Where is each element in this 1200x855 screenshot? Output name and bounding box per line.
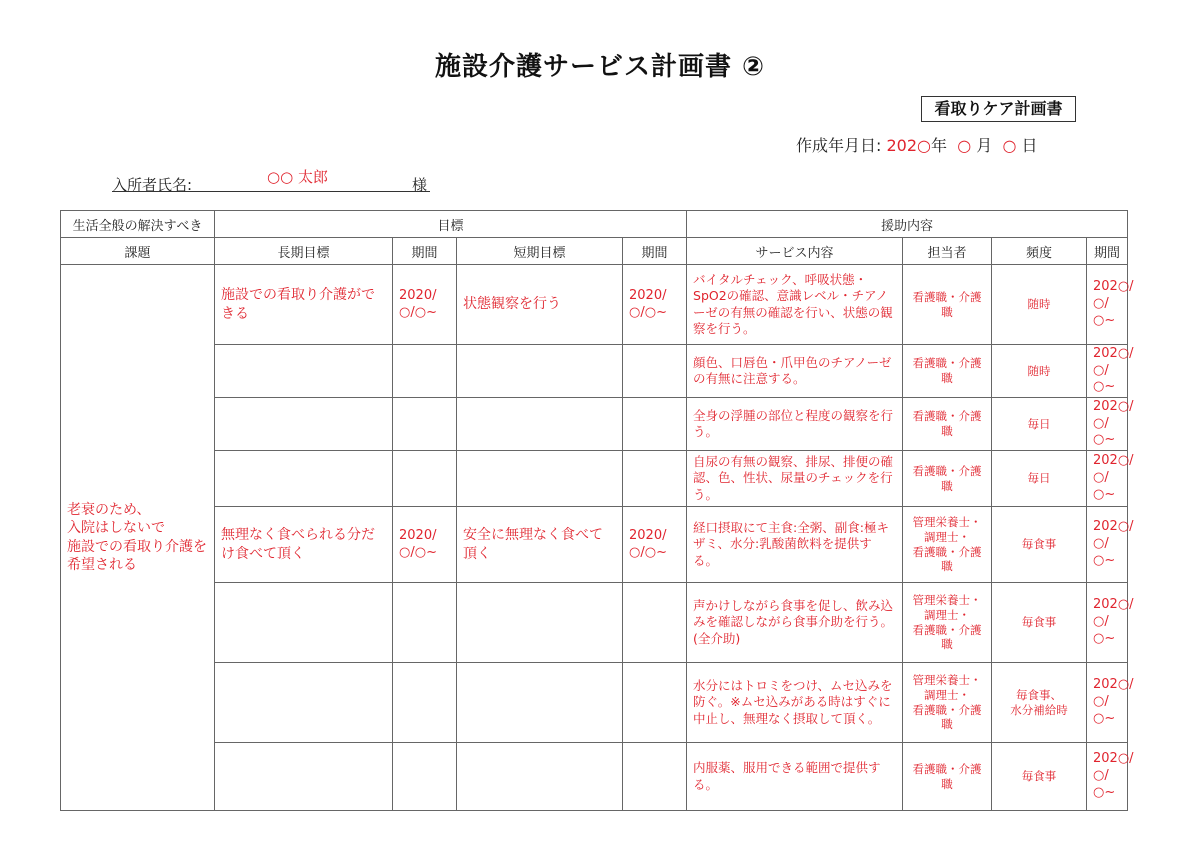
period-cell: 202○/ ○/○~	[1087, 451, 1128, 507]
table-row	[61, 507, 1128, 583]
frequency-cell: 毎日	[992, 398, 1087, 451]
long-period-cell	[393, 743, 457, 811]
short-goal-cell: 安全に無理なく食べて頂く	[457, 507, 623, 583]
service-cell: バイタルチェック、呼吸状態・SpO2の確認、意識レベル・チアノーゼの有無の確認を行い、状態の観察を行う。	[687, 265, 903, 345]
long-goal-cell	[215, 743, 393, 811]
resident-label: 入所者氏名:	[112, 176, 193, 194]
long-period-cell	[393, 398, 457, 451]
short-goal-cell: 状態観察を行う	[457, 265, 623, 345]
frequency-cell: 随時	[992, 345, 1087, 398]
period-cell: 202○/ ○/○~	[1087, 398, 1128, 451]
long-goal-cell	[215, 345, 393, 398]
short-period-cell	[623, 398, 687, 451]
header-frequency: 頻度	[992, 238, 1087, 265]
table-row	[61, 265, 1128, 345]
staff-cell: 看護職・介護職	[903, 451, 992, 507]
service-cell: 水分にはトロミをつけ、ムセ込みを防ぐ。※ムセ込みがある時はすぐに中止し、無理なく摂取して頂く。	[687, 663, 903, 743]
short-period-cell	[623, 345, 687, 398]
period-cell: 202○/ ○/○~	[1087, 583, 1128, 663]
short-goal-cell	[457, 583, 623, 663]
period-cell: 202○/ ○/○~	[1087, 743, 1128, 811]
header-goal: 目標	[215, 211, 687, 238]
long-period-cell: 2020/ ○/○~	[393, 507, 457, 583]
staff-cell: 看護職・介護職	[903, 743, 992, 811]
long-goal-cell: 無理なく食べられる分だけ食べて頂く	[215, 507, 393, 583]
period-cell: 202○/ ○/○~	[1087, 265, 1128, 345]
date-month-unit: 月	[976, 136, 993, 155]
date-year: 202○	[886, 136, 931, 155]
date-year-unit: 年	[931, 136, 948, 155]
long-goal-cell	[215, 398, 393, 451]
service-cell: 声かけしながら食事を促し、飲み込みを確認しながら食事介助を行う。(全介助)	[687, 583, 903, 663]
resident-name: ○○ 太郎	[267, 168, 328, 186]
table-row	[61, 398, 1128, 451]
header-issue: 生活全般の解決すべき	[61, 211, 215, 238]
issue-cell: 老衰のため、 入院はしないで 施設での看取り介護を希望される	[61, 265, 215, 811]
short-period-cell	[623, 663, 687, 743]
service-cell: 内服薬、服用できる範囲で提供する。	[687, 743, 903, 811]
short-period-cell	[623, 743, 687, 811]
short-goal-cell	[457, 451, 623, 507]
header-issue-2: 課題	[61, 238, 215, 265]
service-cell: 顔色、口唇色・爪甲色のチアノーゼの有無に注意する。	[687, 345, 903, 398]
short-period-cell: 2020/ ○/○~	[623, 265, 687, 345]
care-plan-table	[60, 210, 1134, 811]
staff-cell: 看護職・介護職	[903, 398, 992, 451]
long-goal-cell	[215, 451, 393, 507]
creation-date	[796, 133, 1038, 156]
service-cell: 全身の浮腫の部位と程度の観察を行う。	[687, 398, 903, 451]
frequency-cell: 毎食事、 水分補給時	[992, 663, 1087, 743]
period-cell: 202○/ ○/○~	[1087, 663, 1128, 743]
service-cell: 自尿の有無の観察、排尿、排便の確認、色、性状、尿量のチェックを行う。	[687, 451, 903, 507]
short-goal-cell	[457, 663, 623, 743]
header-staff: 担当者	[903, 238, 992, 265]
resident-honorific: 様	[412, 176, 428, 194]
table-row	[61, 451, 1128, 507]
frequency-cell: 毎食事	[992, 583, 1087, 663]
header-period: 期間	[1087, 238, 1128, 265]
short-period-cell	[623, 583, 687, 663]
header-short-period: 期間	[623, 238, 687, 265]
staff-cell: 看護職・介護職	[903, 265, 992, 345]
long-period-cell: 2020/ ○/○~	[393, 265, 457, 345]
service-cell: 経口摂取にて主食:全粥、副食:極キザミ、水分:乳酸菌飲料を提供する。	[687, 507, 903, 583]
period-cell: 202○/ ○/○~	[1087, 507, 1128, 583]
date-label: 作成年月日:	[796, 136, 882, 155]
long-goal-cell	[215, 663, 393, 743]
long-goal-cell	[215, 583, 393, 663]
frequency-cell: 毎日	[992, 451, 1087, 507]
short-period-cell	[623, 451, 687, 507]
header-short-goal: 短期目標	[457, 238, 623, 265]
staff-cell: 管理栄養士・ 調理士・ 看護職・介護職	[903, 663, 992, 743]
long-period-cell	[393, 345, 457, 398]
short-goal-cell	[457, 743, 623, 811]
period-cell: 202○/ ○/○~	[1087, 345, 1128, 398]
staff-cell: 看護職・介護職	[903, 345, 992, 398]
frequency-cell: 毎食事	[992, 507, 1087, 583]
header-row-1	[61, 211, 1128, 238]
frequency-cell: 随時	[992, 265, 1087, 345]
date-month: ○	[957, 136, 972, 155]
short-goal-cell	[457, 345, 623, 398]
header-long-period: 期間	[393, 238, 457, 265]
header-service: サービス内容	[687, 238, 903, 265]
resident-underline	[112, 191, 430, 192]
header-row-2	[61, 238, 1128, 265]
long-period-cell	[393, 663, 457, 743]
staff-cell: 管理栄養士・ 調理士・ 看護職・介護職	[903, 583, 992, 663]
table-row	[61, 743, 1128, 811]
table-row	[61, 663, 1128, 743]
short-period-cell: 2020/ ○/○~	[623, 507, 687, 583]
long-goal-cell: 施設での看取り介護ができる	[215, 265, 393, 345]
staff-cell: 管理栄養士・ 調理士・ 看護職・介護職	[903, 507, 992, 583]
date-day: ○	[1002, 136, 1017, 155]
table-row	[61, 345, 1128, 398]
long-period-cell	[393, 583, 457, 663]
date-day-unit: 日	[1021, 136, 1038, 155]
page-title: 施設介護サービス計画書 ②	[434, 52, 766, 82]
header-assist: 援助内容	[687, 211, 1128, 238]
frequency-cell: 毎食事	[992, 743, 1087, 811]
plan-type-badge: 看取りケア計画書	[921, 96, 1076, 122]
long-period-cell	[393, 451, 457, 507]
short-goal-cell	[457, 398, 623, 451]
header-long-goal: 長期目標	[215, 238, 393, 265]
resident-name-line	[112, 166, 430, 192]
table-row	[61, 583, 1128, 663]
